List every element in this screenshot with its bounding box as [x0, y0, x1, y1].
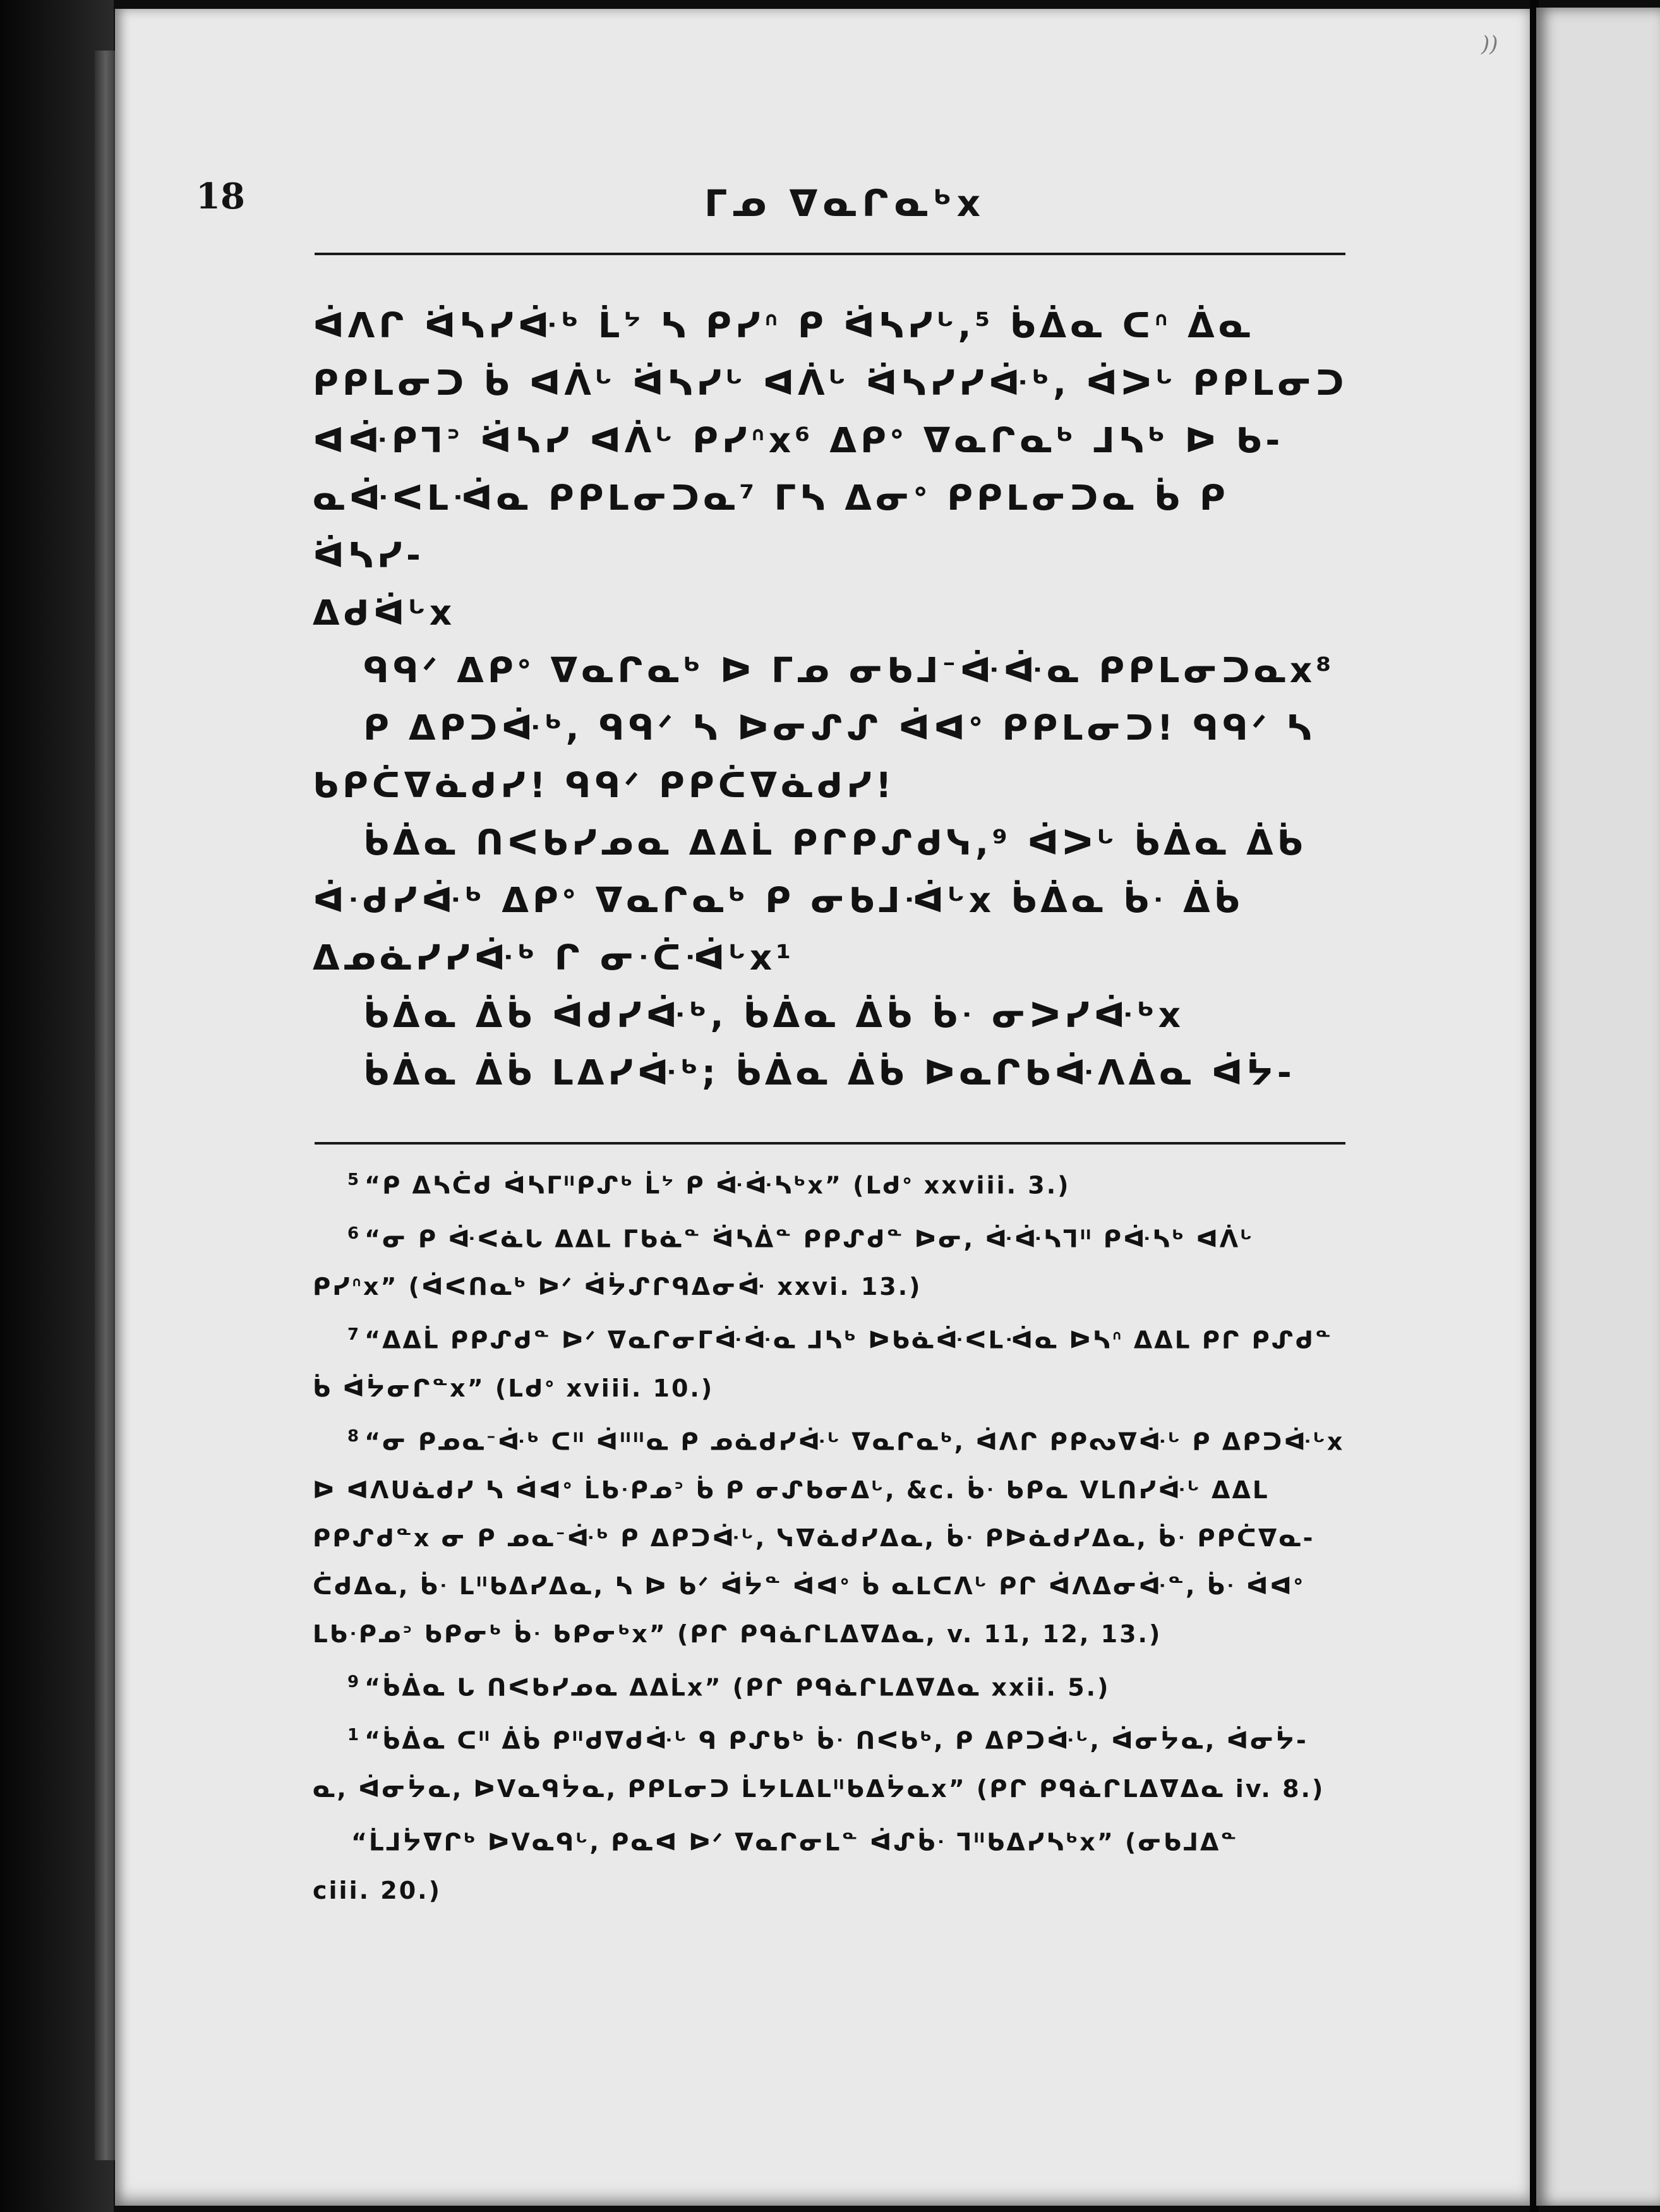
footnote	[313, 1311, 1352, 1412]
paragraph: ᑫᑫᐟ ᐃᑭᐤ ᐁᓇᒋᓇᒃ ᐅ ᒥᓄ ᓂᑲᒧᐨᐚᐚᓇ ᑭᑭᒪᓂᑐᓇx⁸	[363, 650, 1335, 690]
paragraph: ᑭ ᐃᑭᑐᐚᒃ, ᑫᑫᐟ ᓴ ᐅᓂᔑᔑ ᐋᐊᐤ ᑭᑭᒪᓂᑐ! ᑫᑫᐟ ᓴ ᑲᑭᑖᐁᓈᑯᓯ! ᑫᑫᐟ ᑭᑭᑖᐁᓈᑯᓯ!	[313, 707, 1316, 805]
paragraph: ᑳᐄᓇ ᑎᐸᑲᓯᓄᓇ ᐃᐃᒫ ᑭᒋᑭᔑᑯᓭ,⁹ ᐋᐳᒡ ᑳᐄᓇ ᐄᑳ ᐋᐧᑯᓯᐚᒃ ᐃᑭᐤ ᐁᓇᒋᓇᒃ ᑭ ᓂᑲᒧᐙᒡx ᑳᐄᓇ ᑳᐧ ᐄᑳ ᐃᓄᓈᓯᓯᐚᒃ ᒋ ᓂᐧᑖᐙᒡx¹	[313, 822, 1307, 978]
facing-page-edge	[1536, 8, 1660, 2206]
footnote-mark: 5	[347, 1170, 361, 1189]
footnote-text: “ᓂ ᑭ ᐚᐸᓈᒐ ᐃᐃᒪ ᒥᑲᓈᓐ ᐛᓴᐄᓐ ᑭᑭᔑᑯᓐ ᐅᓂ, ᐚᐚᓴᒣᐦ ᑭᐚᓴᒃ ᐊᐲᒡ ᑭᓯᐢx” (ᐋᐸᑎᓇᒃ ᐅᐟ ᐋᔮᔑᒋᑫᐃᓂᐚ xxvi. 13.)	[313, 1225, 1254, 1301]
footnote-text: “ᑭ ᐃᓴᑖᑯ ᐋᓴᒥᐦᑭᔑᒃ ᒫᔾ ᑭ ᐚᐚᓴᒃx” (ᒪᑯᐤ xxviii. 3.)	[364, 1171, 1071, 1199]
footnote	[313, 1711, 1352, 1813]
header-rule	[315, 253, 1345, 255]
running-head: ᒥᓄ ᐁᓇᒋᓇᒃx	[704, 182, 986, 225]
footnote	[313, 1156, 1352, 1210]
footnote	[313, 1210, 1352, 1311]
footnote-mark: 7	[347, 1325, 361, 1345]
footnote-rule	[315, 1142, 1345, 1145]
paragraph: ᑳᐄᓇ ᐄᑳ ᐋᑯᓯᐚᒃ, ᑳᐄᓇ ᐄᑳ ᑳᐧ ᓂᐳᓯᐚᒃx	[363, 995, 1185, 1035]
footnote-text: “ᐃᐃᒫ ᑭᑭᔑᑯᓐ ᐅᐟ ᐁᓇᒋᓂᒥᐚᐚᓇ ᒧᓴᒃ ᐅᑲᓈᐚᐸᒪᐙᓇ ᐅᓴᐢ ᐃᐃᒪ ᑭᒋ ᑭᔑᑯᓐ ᑳ ᐋᔮᓂᒋᓐx” (ᒪᑯᐤ xviii. 10.)	[313, 1326, 1333, 1402]
footnote-text: “ᒫᒧᔮᐁᒋᒃ ᐅᐯᓇᑫᒡ, ᑭᓇᐊ ᐅᐟ ᐁᓇᒋᓂᒪᓐ ᐋᔑᑳᐧ ᒣᐦᑲᐃᓯᓴᒃx” (ᓂᑲᒧᐃᓐ ciii. 20.)	[313, 1828, 1239, 1904]
footnote	[313, 1813, 1352, 1914]
footnote	[313, 1658, 1352, 1712]
main-text	[313, 297, 1352, 1102]
paragraph: ᑳᐄᓇ ᐄᑳ ᒪᐃᓯᐚᒃ; ᑳᐄᓇ ᐄᑳ ᐅᓇᒋᑲᐚᐱᐄᓇ ᐋᔮ-	[363, 1052, 1296, 1093]
pencil-mark: ))	[1481, 32, 1498, 57]
footnote-text: “ᑳᐄᓇ ᒐ ᑎᐸᑲᓯᓄᓇ ᐃᐃᒫx” (ᑭᒋ ᑭᑫᓈᒋᒪᐃᐁᐃᓇ xxii. 5.)	[364, 1673, 1110, 1702]
footnote-text: “ᑳᐄᓇ ᑕᐦ ᐄᑳ ᑭᐦᑯᐁᑯᐚᒡ ᑫ ᑭᔑᑲᒃ ᑳᐧ ᑎᐸᑲᒃ, ᑭ ᐃᑭᑐᐚᒡ, ᐋᓂᔮᓇ, ᐋᓂᔮ- ᓇ, ᐋᓂᔮᓇ, ᐅᐯᓇᑫᔮᓇ, ᑭᑭᒪᓂᑐ ᒫᔭᒪᐃᒪᐦᑲᐃᔮᓇx” (ᑭᒋ ᑭᑫᓈᒋᒪᐃᐁᐃᓇ iv. 8.)	[313, 1726, 1325, 1803]
footnote	[313, 1412, 1352, 1658]
footnote-mark: 8	[347, 1426, 361, 1446]
footnote-mark: 9	[347, 1672, 361, 1692]
paragraph: ᐋᐱᒋ ᐛᓴᓯᐚᒃ ᒫᔾ ᓴ ᑭᓯᐢ ᑭ ᐛᓴᓯᒡ,⁵ ᑳᐄᓇ ᑕᐢ ᐄᓇ ᑭᑭᒪᓂᑐ ᑳ ᐊᐲᒡ ᐛᓴᓯᒡ ᐊᐲᒡ ᐛᓴᓯᓯᐚᒃ, ᐋᐳᒡ ᑭᑭᒪᓂᑐ ᐊᐚᑭᒣᐣ ᐛᓴᓯ ᐊᐲᒡ ᑭᓯᐢx⁶ ᐃᑭᐤ ᐁᓇᒋᓇᒃ ᒧᓴᒃ ᐅ ᑲ- ᓇᐚᐸᒪᐙᓇ ᑭᑭᒪᓂᑐᓇ⁷ ᒥᓴ ᐃᓂᐤ ᑭᑭᒪᓂᑐᓇ ᑳ ᑭ ᐛᓴᓯ- ᐃᑯᐛᒡx	[313, 305, 1348, 633]
footnotes	[313, 1156, 1352, 1914]
page-number: 18	[196, 176, 245, 217]
footnote-mark: 1	[347, 1726, 361, 1745]
footnote-mark: 6	[347, 1223, 361, 1243]
book-spine	[95, 51, 116, 2160]
footnote-text: “ᓂ ᑭᓄᓇᐨᐚᒃ ᑕᐦ ᐋᐦᐦᓇ ᑭ ᓄᓈᑯᓯᐚᒡ ᐁᓇᒋᓇᒃ, ᐋᐱᒋ ᑭᑭᔓᐁᐚᒡ ᑭ ᐃᑭᑐᐚᒡx ᐅ ᐊᐱᑌᓈᑯᓯ ᓴ ᐋᐊᐤ ᒫᑲᐧᑭᓄᐣ ᑳ ᑭ ᓂᔑᑲᓂᐃᒡ, &c. ᑳᐧ ᑲᑭᓇ ᐯᒪᑎᓯᐚᒡ ᐃᐃᒪ ᑭᑭᔑᑯᓐx ᓂ ᑭ ᓄᓇᐨᐚᒃ ᑭ ᐃᑭᑐᐚᒡ, ᓭᐁᓈᑯᓯᐃᓇ, ᑳᐧ ᑭᐅᓈᑯᓯᐃᓇ, ᑳᐧ ᑭᑭᑖᐁᓇ- ᑖᑯᐃᓇ, ᑳᐧ ᒪᐦᑲᐃᓯᐃᓇ, ᓴ ᐅ ᑲᐟ ᐋᔮᓐ ᐋᐊᐤ ᑳ ᓇᒪᑕᐱᒡ ᑭᒋ ᐋᐱᐃᓂᐚᓐ, ᑳᐧ ᐋᐊᐤ ᒪᑲᐧᑭᓄᐣ ᑲᑭᓂᒃ ᑳᐧ ᑲᑭᓂᒃx” (ᑭᒋ ᑭᑫᓈᒋᒪᐃᐁᐃᓇ, v. 11, 12, 13.)	[313, 1428, 1345, 1648]
